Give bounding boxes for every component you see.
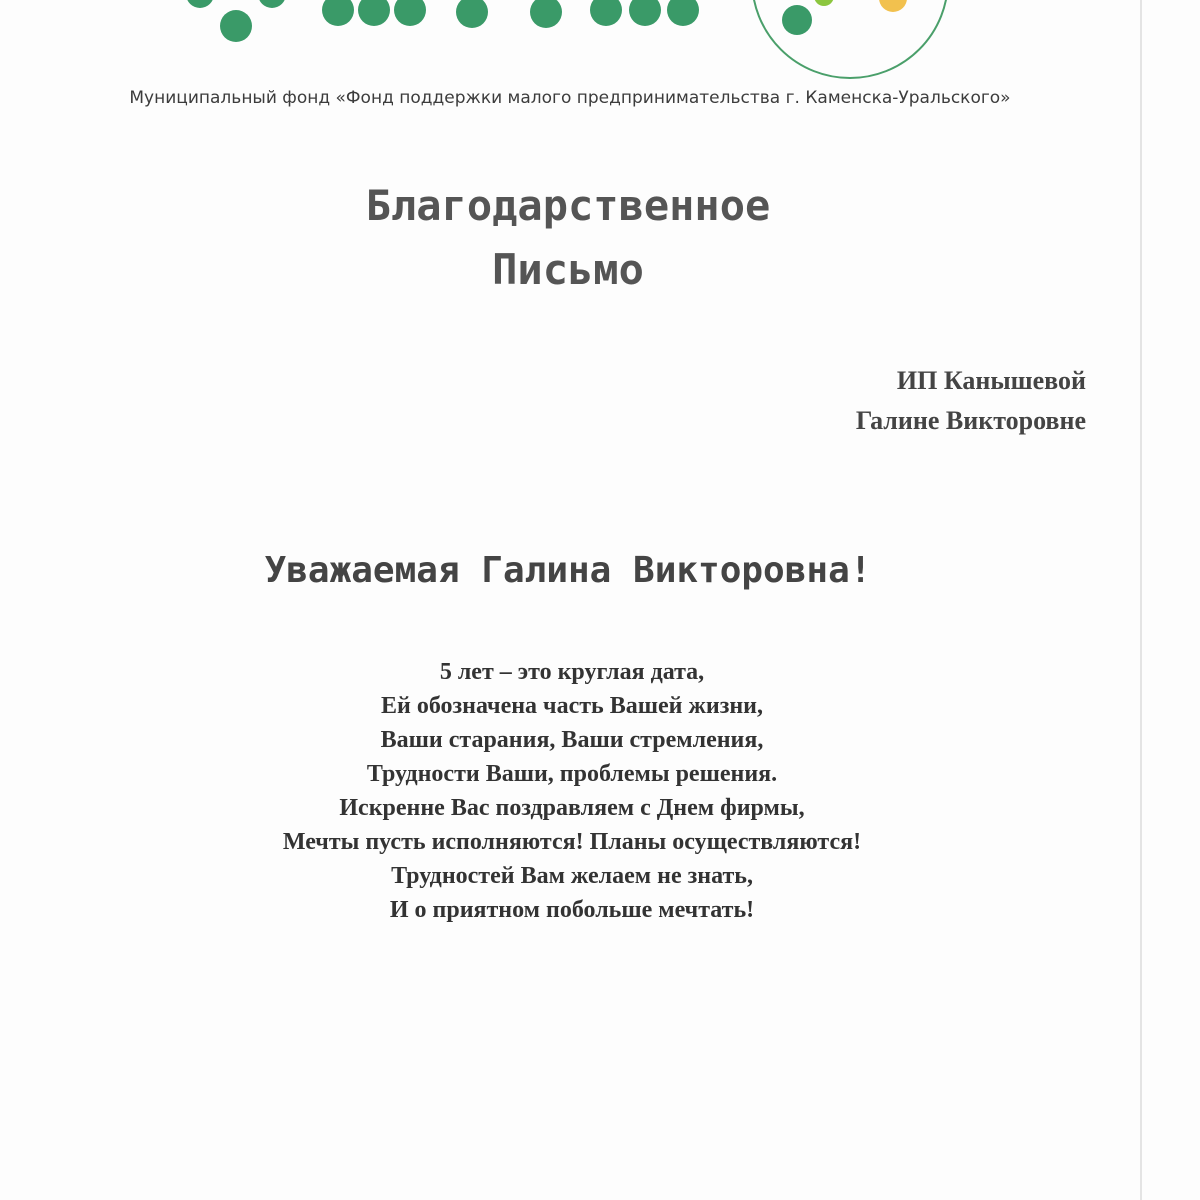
logo-dot bbox=[667, 0, 699, 26]
logo-dot bbox=[629, 0, 661, 26]
logo-dot bbox=[322, 0, 354, 26]
foundation-logo bbox=[0, 0, 1200, 80]
logo-dot bbox=[590, 0, 622, 26]
poem-line: 5 лет – это круглая дата, bbox=[439, 659, 705, 685]
logo-dots bbox=[186, 0, 699, 42]
poem-line: И о приятном побольше мечтать! bbox=[389, 897, 755, 923]
logo-circle-dot bbox=[879, 0, 907, 12]
logo-circle-dot bbox=[814, 0, 834, 6]
logo-dot bbox=[220, 10, 252, 42]
document-title-line: Благодарственное bbox=[365, 181, 771, 230]
poem-line: Трудностей Вам желаем не знать, bbox=[391, 863, 753, 889]
poem-block bbox=[0, 655, 1144, 927]
logo-dot bbox=[456, 0, 488, 28]
addressee-block bbox=[856, 361, 1086, 441]
logo-dot bbox=[258, 0, 286, 8]
poem-line: Искренне Вас поздравляем с Днем фирмы, bbox=[339, 795, 805, 821]
poem-line: Ей обозначена часть Вашей жизни, bbox=[381, 693, 763, 719]
poem-line: Ваши старания, Ваши стремления, bbox=[380, 727, 764, 753]
logo-circle-dot bbox=[782, 5, 812, 35]
page-edge-line bbox=[1140, 0, 1142, 1200]
addressee-line: Галине Викторовне bbox=[855, 406, 1086, 435]
logo-dot bbox=[186, 0, 214, 8]
logo-circle-outline bbox=[752, 0, 948, 78]
document-title-line: Письмо bbox=[492, 245, 644, 294]
document-title bbox=[0, 174, 1136, 302]
poem-line: Мечты пусть исполняются! Планы осуществляются! bbox=[282, 829, 862, 855]
addressee-line: ИП Канышевой bbox=[896, 366, 1086, 395]
organization-name: Муниципальный фонд «Фонд поддержки малого предпринимательства г. Каменска-Уральского» bbox=[129, 88, 1011, 108]
logo-dot bbox=[394, 0, 426, 26]
greeting: Уважаемая Галина Викторовна! bbox=[264, 550, 872, 591]
logo-dot bbox=[530, 0, 562, 28]
poem-line: Трудности Ваши, проблемы решения. bbox=[366, 761, 778, 787]
logo-dot bbox=[358, 0, 390, 26]
